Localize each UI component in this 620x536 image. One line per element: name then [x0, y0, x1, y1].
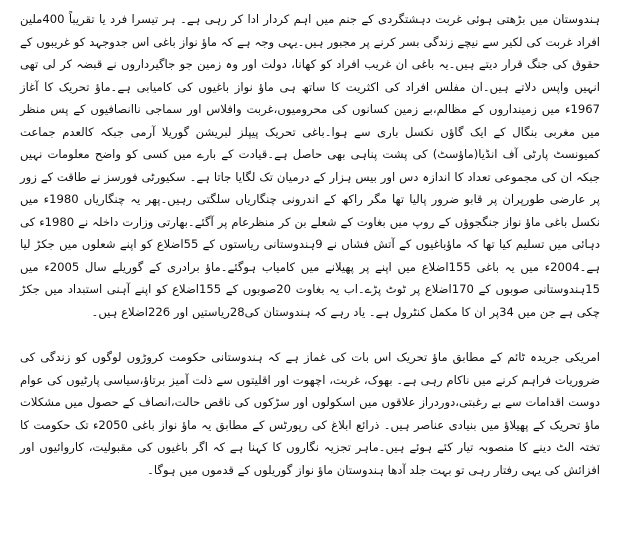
article-paragraph-1: ہندوستان میں بڑھتی ہوئی غربت دہشتگردی کے جنم میں اہم کردار ادا کر رہی ہے۔ ہر تیسرا فرد یا تقریباً 400ملین افراد غربت کی لکیر سے نیچے زندگی بسر کرنے پر مجبور ہیں۔یہی وجہ ہے کہ ماؤ نواز باغی اس جدوجہد کو غریبوں کے حقوق کی جنگ قرار دیتے ہیں۔یہ باغی ان غریب افراد کو کھانا، دولت اور وہ زمین جو جاگیرداروں نے قبضہ کر لی تھی انہیں واپس دلاتے ہیں۔ان مفلس افراد کی اکثریت کا ساتھ ہی ماؤ نواز باغیوں کی کامیابی ہے۔ماؤ تحریک کا آغاز 1967ء میں زمینداروں کے مظالم،بے زمین کسانوں کی محرومیوں،غربت وافلاس اور سماجی ناانصافیوں کے پس منظر میں مغربی بنگال کے ایک گاؤں نکسل باری سے ہوا۔باغی تحریک پیپلز لبریشن گوریلا آرمی جبکہ کالعدم جماعت کمیونسٹ پارٹی آف انڈیا(ماؤسٹ) کی پشت پناہی بھی حاصل ہے۔قیادت کے بارے میں کسی کو واضح معلومات نہیں جبکہ ان کی مجموعی تعداد کا اندازہ دس اور بیس ہزار کے درمیان تک لگایا جاتا ہے۔ سکیورٹی فورسز نے طاقت کے زور پر عارضی طورپران پر قابو ضرور پالیا تھا مگر راکھ کے اندرونی چنگاریاں سلگتی رہیں۔پھر یہ چنگاریاں 1980ء میں نکسل باغی ماؤ نواز جنگجوؤں کے روپ میں بغاوت کے شعلے بن کر منظرعام پر آگئے۔بھارتی وزارت داخلہ نے 1980ء کی دہائی میں تسلیم کیا تھا کہ ماؤباغیوں کے آتش فشاں نے 9ہندوستانی ریاستوں کے 55اضلاع کو اپنے شعلوں میں جکڑ لیا ہے۔2004ء میں یہ باغی 155اضلاع میں اپنے پر پھیلانے میں کامیاب ہوگئے۔ماؤ برادری کے گوریلے سال 2005ء میں 15ہندوستانی صوبوں کے 170اضلاع پر ٹوٹ پڑے۔اب یہ بغاوت 20صوبوں کے 155اضلاع کو اپنے آہنی استبداد میں جکڑ چکی ہے جن میں 34پر ان کا مکمل کنٹرول ہے۔ یاد رہے کہ ہندوستان کی28ریاستیں اور 226اضلاع ہیں۔ — [20, 12, 601, 319]
article-paragraph-2: امریکی جریدہ ٹائم کے مطابق ماؤ تحریک اس بات کی غماز ہے کہ ہندوستانی حکومت کروڑوں لوگوں کو زندگی کی ضروریات فراہم کرنے میں ناکام رہی ہے۔ بھوک، غربت، اچھوت اور اقلیتوں سے ذلت آمیز برتاؤ،سیاسی پارٹیوں کی عوام دوست اقدامات سے بے رغبتی،دوردراز علاقوں میں اسکولوں اور سڑکوں کی ناقص حالت،انصاف کے حصول میں مشکلات ماؤ تحریک کے پھیلاؤ میں بنیادی عناصر ہیں۔ ذرائع ابلاغ کی رپورٹس کے مطابق یہ ماؤ نواز باغی 2050ء تک حکومت کا تختہ الٹ دینے کا منصوبہ تیار کئے ہوئے ہیں۔ماہر تجزیہ نگاروں کا کہنا ہے کہ اگر باغیوں کی مقبولیت، کاروائیوں اور افزائش کی یہی رفتار رہی تو بہت جلد آدھا ہندوستان ماؤ نواز گوریلوں کے قدموں میں ہوگا۔ — [20, 350, 600, 477]
